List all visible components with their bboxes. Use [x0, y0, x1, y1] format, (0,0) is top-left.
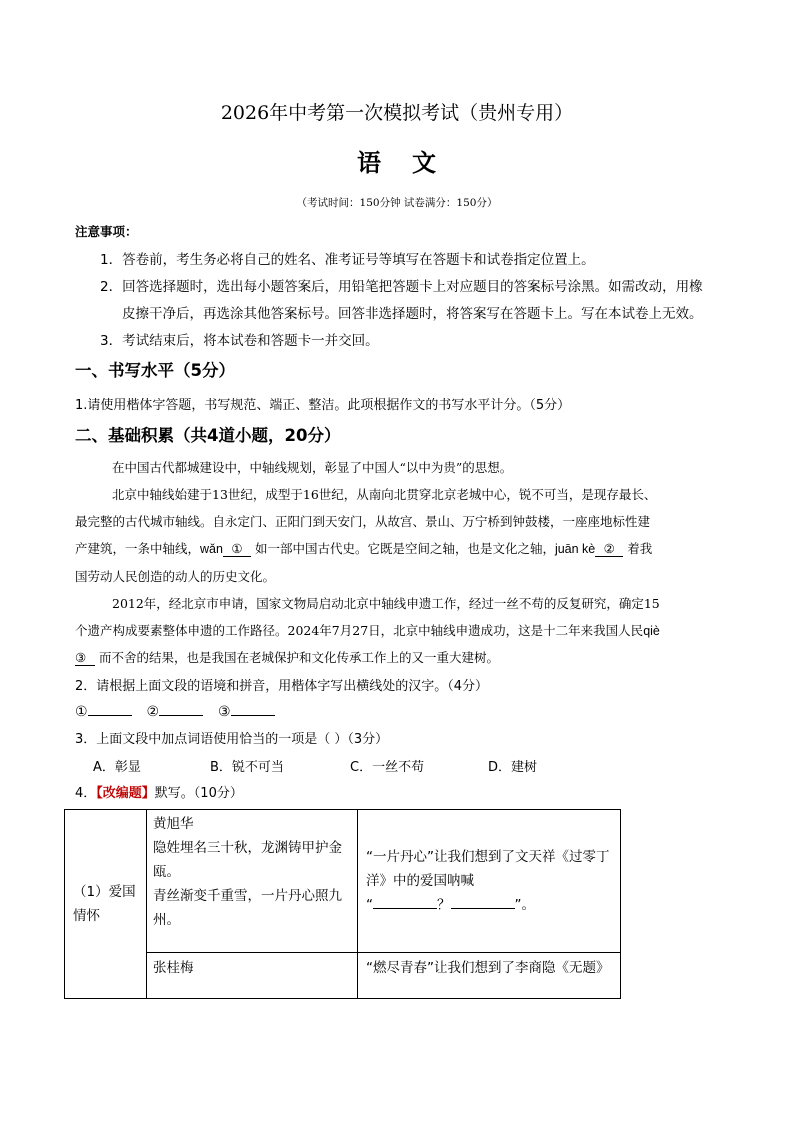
passage-text: 产建筑，一条中轴线， — [75, 541, 201, 556]
author-2: 张桂梅 — [153, 960, 194, 976]
answer-blank-1[interactable] — [88, 701, 132, 716]
passage-para-3-line-3 — [75, 648, 499, 666]
poem-author: 黄旭华 — [153, 816, 194, 832]
blank-3 — [75, 650, 95, 666]
subject-char-2: 文 — [412, 148, 437, 177]
option-d[interactable]: D．建树 — [488, 760, 538, 775]
option-c[interactable]: C．一丝不苟 — [350, 760, 425, 775]
option-b[interactable]: B．锐不可当 — [210, 760, 284, 775]
exam-title: 2026年中考第一次模拟考试（贵州专用） — [220, 102, 574, 124]
section-2-heading: 二、基础积累（共4道小题，20分） — [75, 426, 341, 445]
notice-item-2: 2．回答选择题时，选出每小题答案后，用铅笔把答题卡上对应题目的答案标号涂黑。如需改动，用橡 — [100, 279, 703, 295]
dictation-blank-1[interactable] — [373, 894, 437, 909]
answer-mark-3: ③ — [217, 704, 231, 720]
author-cell-2 — [147, 953, 358, 999]
question-2: 2．请根据上面文段的语境和拼音，用楷体字写出横线处的汉字。（4分） — [75, 679, 489, 694]
notice-item-1: 1．答卷前，考生务必将自己的姓名、准考证号等填写在答题卡和试卷指定位置上。 — [100, 252, 595, 268]
question-4 — [75, 782, 243, 801]
passage-text: 如一部中国古代史。它既是空间之轴，也是文化之轴， — [254, 541, 555, 556]
question-mark: ？ — [437, 897, 451, 913]
question-3: 3．上面文段中加点词语使用恰当的一项是（ ）（3分） — [75, 732, 389, 747]
close-quote: ”。 — [514, 897, 535, 913]
subject-char-1: 语 — [357, 148, 382, 177]
poem-line-2: 瓯。 — [153, 864, 180, 880]
passage-para-3-line-2 — [75, 621, 660, 639]
pinyin-1: wǎn — [200, 542, 223, 556]
answer-mark-2: ② — [146, 704, 160, 720]
prompt-1-line-1: “一片丹心”让我们想到了文天祥《过零丁 — [366, 849, 610, 865]
pinyin-3: qiè — [643, 624, 660, 638]
poem-cell — [147, 810, 358, 953]
blank-2-mark: ② — [603, 541, 615, 556]
passage-para-2-line-3 — [75, 539, 652, 557]
dictation-blank-2[interactable] — [451, 894, 515, 909]
exam-info: （考试时间：150分钟 试卷满分：150分） — [296, 197, 498, 209]
question-number: 4． — [75, 786, 97, 801]
subject-title — [0, 143, 794, 178]
prompt-cell-1 — [358, 810, 621, 953]
blank-3-mark: ③ — [75, 650, 87, 665]
option-a[interactable]: A．彰显 — [93, 760, 141, 775]
passage-text: 着我 — [627, 541, 653, 556]
passage-para-3-line-1: 2012年，经北京市申请，国家文物局启动北京中轴线申遗工作，经过一丝不苟的反复研究，确定15 — [112, 596, 660, 611]
open-quote: “ — [366, 897, 373, 913]
section-1-heading: 一、书写水平（5分） — [75, 361, 235, 380]
prompt-cell-2 — [358, 953, 621, 999]
passage-text: 而不舍的结果，也是我国在老城保护和文化传承工作上的又一重大建树。 — [98, 650, 499, 665]
prompt-1-line-3 — [366, 893, 612, 917]
passage-para-2-line-2: 最完整的古代城市轴线。自永定门、正阳门到天安门，从故宫、景山、万宁桥到钟鼓楼，一座座地标性建 — [75, 514, 651, 529]
dictation-table — [64, 809, 621, 999]
row-label-line-1: （1）爱国 — [73, 884, 136, 900]
notice-heading: 注意事项： — [75, 224, 138, 239]
adapted-tag: 【改编题】 — [96, 786, 155, 801]
passage-para-2-line-4: 国劳动人民创造的动人的历史文化。 — [75, 569, 276, 584]
answer-blank-2[interactable] — [159, 701, 203, 716]
notice-item-2-cont: 皮擦干净后，再选涂其他答案标号。回答非选择题时，将答案写在答题卡上。写在本试卷上无效。 — [122, 306, 703, 322]
passage-para-2-line-1: 北京中轴线始建于13世纪，成型于16世纪，从南向北贯穿北京老城中心，锐不可当，是现存最长、 — [112, 487, 657, 502]
passage-para-1: 在中国古代都城建设中，中轴线规划，彰显了中国人“以中为贵”的思想。 — [112, 460, 513, 475]
answer-blank-3[interactable] — [231, 701, 275, 716]
poem-line-1: 隐姓埋名三十秋，龙渊铸甲护金 — [153, 840, 342, 856]
prompt-2-line-1: “燃尽青春”让我们想到了李商隐《无题》 — [366, 960, 610, 976]
row-label-cell — [65, 810, 147, 999]
passage-text: 个遗产构成要素整体申遗的工作路径。2024年7月27日，北京中轴线申遗成功，这是十二年来我国人民 — [75, 623, 644, 638]
blank-1 — [223, 541, 251, 557]
poem-line-4: 州。 — [153, 912, 180, 928]
pinyin-2: juān kè — [554, 542, 596, 556]
prompt-1-line-2: 洋》中的爱国呐喊 — [366, 873, 474, 889]
answer-mark-1: ① — [75, 704, 88, 720]
blank-1-mark: ① — [231, 541, 243, 556]
blank-2 — [595, 541, 623, 557]
question-1: 1.请使用楷体字答题，书写规范、端正、整洁。此项根据作文的书写水平计分。（5分） — [75, 398, 571, 413]
poem-line-3: 青丝渐变千重雪，一片丹心照九 — [153, 888, 342, 904]
question-4-text: 默写。（10分） — [154, 786, 243, 801]
row-label-line-2: 情怀 — [73, 908, 100, 924]
notice-item-3: 3．考试结束后，将本试卷和答题卡一并交回。 — [100, 333, 379, 349]
question-2-answer-blanks — [75, 701, 275, 720]
